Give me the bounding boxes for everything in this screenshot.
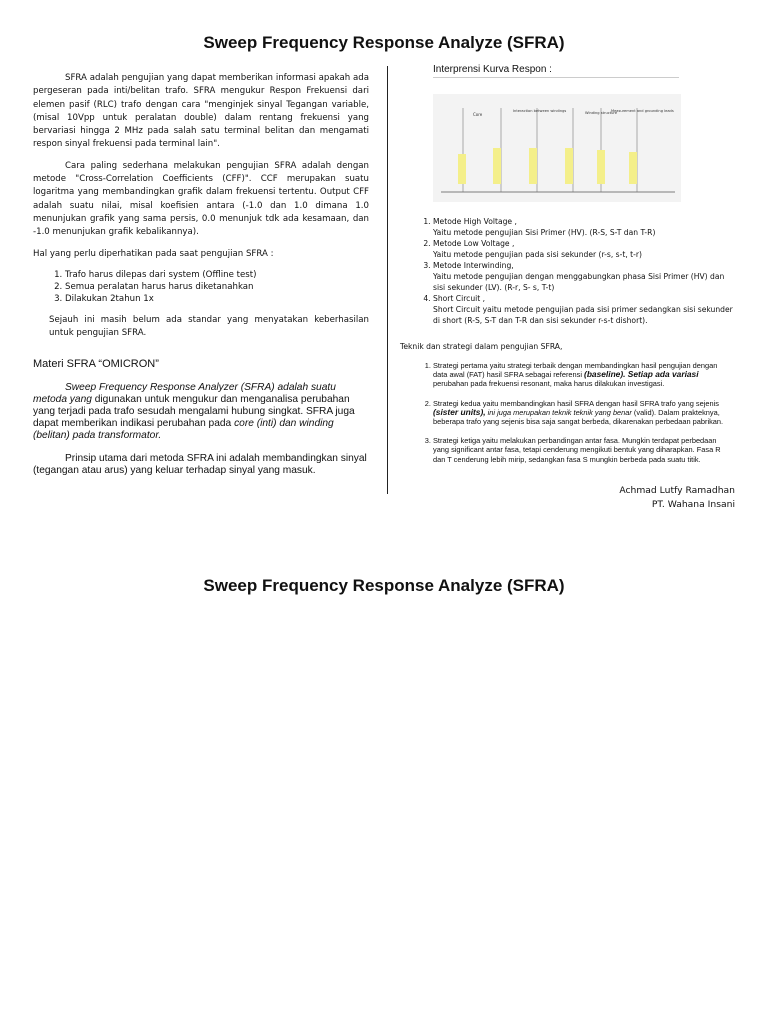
author-name: Achmad Lutfy Ramadhan (619, 485, 735, 496)
omicron-heading: Materi SFRA “OMICRON” (33, 358, 159, 371)
list-item: 1. Trafo harus dilepas dari system (Offline test) (65, 269, 369, 281)
right-column (400, 64, 736, 474)
author-block (619, 484, 735, 512)
notes-intro: Hal yang perlu diperhatikan pada saat pengujian SFRA : (33, 248, 274, 259)
strategy-bold (584, 369, 699, 379)
strategy-list (400, 361, 733, 464)
strategy-bold-emphasis: (baseline). Setiap ada variasi (584, 369, 699, 380)
band-label-core: Core (473, 112, 483, 117)
strategy-emphasis: ini juga merupakan teknik teknik yang benar (485, 407, 632, 417)
intro-paragraph: SFRA adalah pengujian yang dapat memberikan informasi apakah ada pergeseran pada inti/belitan trafo. SFRA mengukur Respon Frekuensi dari elemen pasif (RLC) trafo dengan cara "menginjek sinyal Tegangan variable, (misal 10Vpp untuk peralatan double) dalam rentang frekuensi yang bervariasi hingga 2 MHz pada salah satu terminal belitan dan mengamati respon sinyal frekuensi pada terminal lain". (33, 73, 369, 150)
omicron-paragraph-2: Prinsip utama dari metoda SFRA ini adalah membandingkan sinyal (tegangan atau arus) yang keluar terhadap sinyal yang masuk. (33, 453, 367, 477)
strategy-bold-emphasis: (sister units), (433, 406, 486, 417)
strategy-text: (valid). Dalam prakteknya, beberapa trafo yang sejenis bisa saja sangat berbeda, dikarenakan perbedaan pabrikan. (433, 407, 724, 427)
list-item (433, 293, 736, 326)
method-desc: Yaitu metode pengujian Sisi Primer (HV). (R-S, S-T dan T-R) (433, 228, 656, 237)
author-company: PT. Wahana Insani (651, 499, 735, 510)
response-curve-svg (433, 94, 681, 202)
notes-list (33, 269, 369, 306)
list-item (433, 216, 736, 238)
list-item: 2. Semua peralatan harus harus diketanahkan (65, 281, 369, 293)
list-item: 3. Dilakukan 2tahun 1x (65, 293, 369, 305)
sticky-note (565, 148, 573, 184)
omicron-emphasis-1: Sweep Frequency Response Analyzer (SFRA) adalah suatu metoda yang (33, 382, 336, 406)
omicron-paragraph-1 (33, 382, 369, 441)
ccf-paragraph: Cara paling sederhana melakukan pengujian SFRA adalah dengan metode "Cross-Correlation Coefficients (CFF)". CCF merupakan suatu logaritma yang membandingkan grafik dalam frekuensi tertentu. Output CFF adalah suatu nilai, misal koefisien antara (-1.0 dan 1.0 dimana 1.0 menunjukan grafik yang sama persis, 0.0 menunjuk tdk ada kesamaan, dan -1.0 menunjukan grafik kebalikannya). (33, 160, 369, 238)
band-label-winding: Winding structure (585, 111, 618, 115)
left-column (33, 72, 369, 489)
method-name: Short Circuit , (433, 294, 486, 303)
response-curve-figure (433, 94, 681, 202)
page-title-bottom: Sweep Frequency Response Analyze (SFRA) (203, 576, 565, 595)
methods-list (400, 216, 736, 326)
standard-note: Sejauh ini masih belum ada standar yang menyatakan keberhasilan untuk pengujian SFRA. (49, 314, 369, 339)
list-item (433, 260, 736, 293)
list-item (433, 238, 736, 260)
strategy-text: Strategi kedua yaitu membandingkan hasil SFRA dengan hasil SFRA trafo yang sejenis (433, 398, 719, 408)
sticky-note (629, 152, 637, 184)
method-desc: Short Circuit yaitu metode pengujian pada sisi primer sedangkan sisi sekunder di short (R-S, S-T dan T-R dan sisi sekunder r-s-t dishort). (433, 305, 733, 325)
strategy-text: perubahan pada frekuensi resonant, maka harus dilakukan investigasi. (433, 379, 665, 389)
sticky-note (597, 150, 605, 184)
sticky-note (493, 148, 501, 184)
omicron-emphasis-2: core (inti) dan winding (belitan) pada transformator. (33, 417, 334, 441)
list-item: 3. Strategi ketiga yaitu melakukan perbandingan antar fasa. Mungkin terdapat perbedaan yang significant antar fasa, tetapi cenderung mengikuti bentuk yang diharapkan. Fasa R dan T cenderung lebih mirip, sedangkan fasa S mungkin berbeda pada suatu titik. (433, 436, 733, 464)
strategy-title: Teknik dan strategi dalam pengujian SFRA, (400, 342, 563, 351)
band-label-interaction: Interaction between windings (513, 109, 567, 113)
sticky-note (458, 154, 466, 184)
sticky-note (529, 148, 537, 184)
method-name: Metode Low Voltage , (433, 239, 515, 248)
method-desc: Yaitu metode pengujian pada sisi sekunder (r-s, s-t, t-r) (433, 250, 642, 259)
method-name: Metode Interwinding, (433, 261, 514, 270)
list-item (433, 361, 733, 389)
omicron-text-1: digunakan untuk mengukur dan menganalisa perubahan yang terjadi pada trafo sesudah mengalami hubung singkat. SFRA juga dapat memberikan indikasi perubahan pada (33, 394, 355, 429)
column-divider (387, 66, 388, 494)
method-name: Metode High Voltage , (433, 217, 517, 226)
list-item (433, 399, 733, 427)
strategy-bold (433, 407, 486, 417)
interpretation-title: Interprensi Kurva Respon : (433, 64, 679, 78)
method-desc: Yaitu metode pengujian dengan menggabungkan phasa Sisi Primer (HV) dan sisi sekunder (LV). (R-r, S- s, T-t) (433, 272, 725, 292)
band-label-leads: Measurement and grounding leads (611, 109, 674, 113)
page-title-top: Sweep Frequency Response Analyze (SFRA) (203, 33, 565, 52)
strategy-text: Strategi pertama yaitu strategi terbaik dengan membandingkan hasil pengujian dengan data awal (FAT) hasil SFRA sebagai referensi (433, 361, 718, 380)
